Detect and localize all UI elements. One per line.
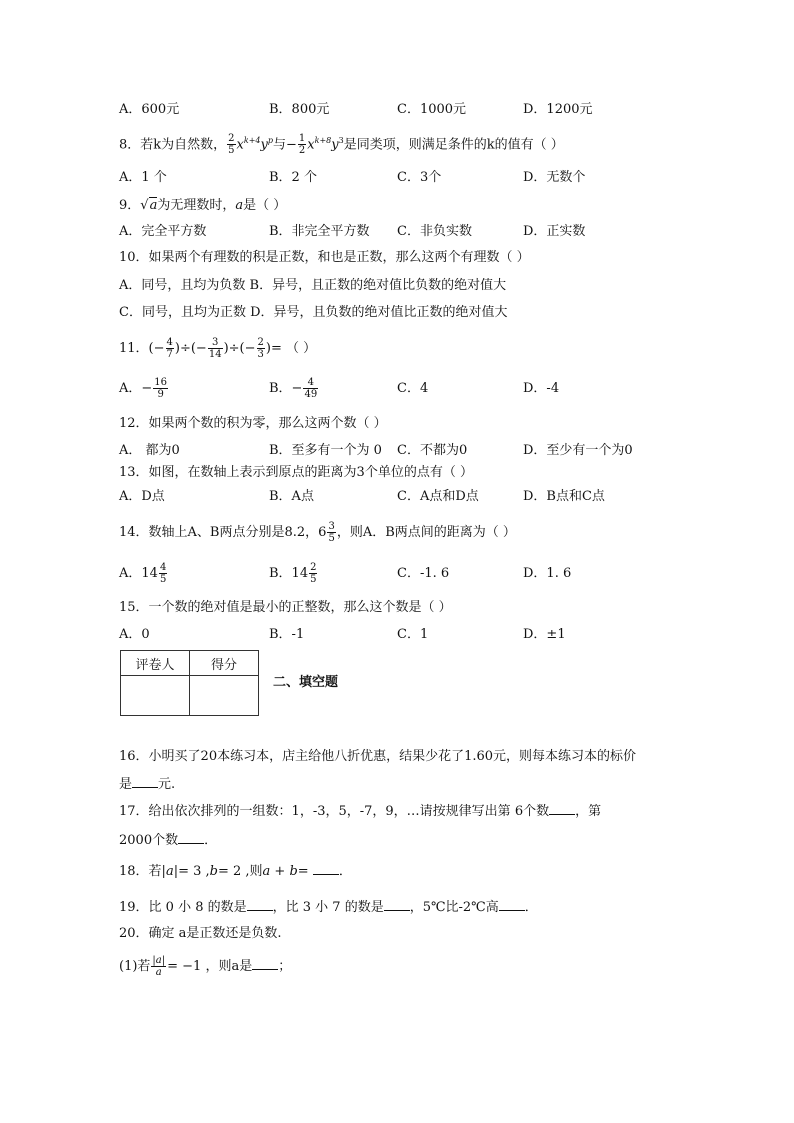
q19-blank-3 (499, 898, 525, 911)
q8-option-b: B．2 个 (269, 170, 317, 185)
q11-option-d: D．-4 (523, 381, 560, 396)
q15-option-a: A．0 (119, 627, 150, 642)
q8-option-d: D．无数个 (523, 170, 586, 185)
question-16-line2: 是 元. (119, 777, 176, 792)
question-12: 12．如果两个数的积为零，那么这两个数（ ） (119, 416, 387, 431)
q14-option-b: B．14 $\frac{2}{5}$ (269, 562, 317, 585)
q17-blank-2 (178, 831, 204, 844)
score-header: 得分 (190, 651, 259, 676)
score-cell (190, 676, 259, 716)
question-11: 11．(− $\frac{4}{7}$ )÷(− $\frac{3}{14}$ )÷(− $\frac{2}{3}$ )= （ ） (119, 337, 317, 360)
q7-option-b: B．800元 (269, 102, 330, 117)
q14-option-a: A．14 $\frac{4}{5}$ (119, 562, 167, 585)
q14-option-d: D．1. 6 (523, 566, 572, 581)
q14-option-c: C．-1. 6 (397, 566, 450, 581)
q19-blank-1 (247, 898, 273, 911)
q13-option-a: A．D点 (119, 489, 165, 504)
q12-option-a: A． 都为0 (119, 443, 180, 458)
question-9: 9．√a为无理数时，a是（ ） (119, 198, 287, 213)
q12-option-d: D．至少有一个为0 (523, 443, 633, 458)
section-title: 二、填空题 (273, 675, 339, 690)
q19-blank-2 (384, 898, 410, 911)
q10-options-cd: C．同号，且均为正数 D．异号，且负数的绝对值比正数的绝对值大 (119, 305, 508, 320)
q11-option-a: A．− $\frac{16}{9}$ (119, 377, 168, 400)
question-17-line1: 17．给出依次排列的一组数：1，-3，5，-7，9，…请按规律写出第 6个数 ，第 (119, 804, 602, 819)
question-10: 10．如果两个有理数的积是正数，和也是正数，那么这两个有理数（ ） (119, 250, 530, 265)
q8-option-c: C．3个 (397, 170, 442, 185)
q15-option-d: D．±1 (523, 627, 566, 642)
question-13: 13．如图，在数轴上表示到原点的距离为3个单位的点有（ ） (119, 465, 473, 480)
q8-option-a: A．1 个 (119, 170, 167, 185)
q13-option-b: B．A点 (269, 489, 314, 504)
q20-blank (252, 957, 278, 970)
q13-option-c: C．A点和D点 (397, 489, 479, 504)
q12-option-b: B．至多有一个为 0 (269, 443, 382, 458)
q12-option-c: C．不都为0 (397, 443, 468, 458)
question-16-line1: 16．小明买了20本练习本，店主给他八折优惠，结果少花了1.60元，则每本练习本的标价 (119, 749, 637, 764)
q7-option-d: D．1200元 (523, 102, 593, 117)
score-table (120, 650, 259, 716)
question-17-line2: 2000个数 ． (119, 833, 218, 848)
q7-option-c: C．1000元 (397, 102, 467, 117)
question-8: 8．若k为自然数， $\frac{2}{5}$ $x^{k+4}y^p$与− $\frac{1}{2}$ $x^{k+8}y^3$是同类项，则满足条件的k的值有（ ） (119, 133, 564, 157)
q13-option-d: D．B点和C点 (523, 489, 605, 504)
grader-cell (121, 676, 190, 716)
grader-header: 评卷人 (121, 651, 190, 676)
question-15: 15．一个数的绝对值是最小的正整数，那么这个数是（ ） (119, 600, 452, 615)
q16-blank (132, 775, 158, 788)
question-19: 19．比 0 小 8 的数是 ，比 3 小 7 的数是 ，5℃比-2℃高 ． (119, 900, 538, 915)
q11-option-c: C．4 (397, 381, 429, 396)
q10-options-ab: A．同号，且均为负数 B．异号，且正数的绝对值比负数的绝对值大 (119, 278, 507, 293)
q9-option-c: C．非负实数 (397, 224, 472, 239)
q9-option-b: B．非完全平方数 (269, 224, 370, 239)
q9-option-a: A．完全平方数 (119, 224, 207, 239)
question-14: 14．数轴上A、B两点分别是8.2，6 $\frac{3}{5}$ ，则A．B两点间的距离为（ ） (119, 521, 516, 544)
q18-blank (313, 862, 339, 875)
q9-option-d: D．正实数 (523, 224, 586, 239)
question-18: 18．若|a|= 3 ,b= 2 ,则a + b= ． (119, 864, 352, 879)
q15-option-c: C．1 (397, 627, 429, 642)
q7-option-a: A．600元 (119, 102, 180, 117)
q15-option-b: B．-1 (269, 627, 305, 642)
question-20-part1: (1)若 $\frac{|a|}{a}$ = −1 ，则a是 ； (119, 955, 292, 978)
question-20: 20．确定 a是正数还是负数. (119, 926, 282, 941)
q11-option-b: B．− $\frac{4}{49}$ (269, 377, 318, 400)
q17-blank-1 (549, 802, 575, 815)
